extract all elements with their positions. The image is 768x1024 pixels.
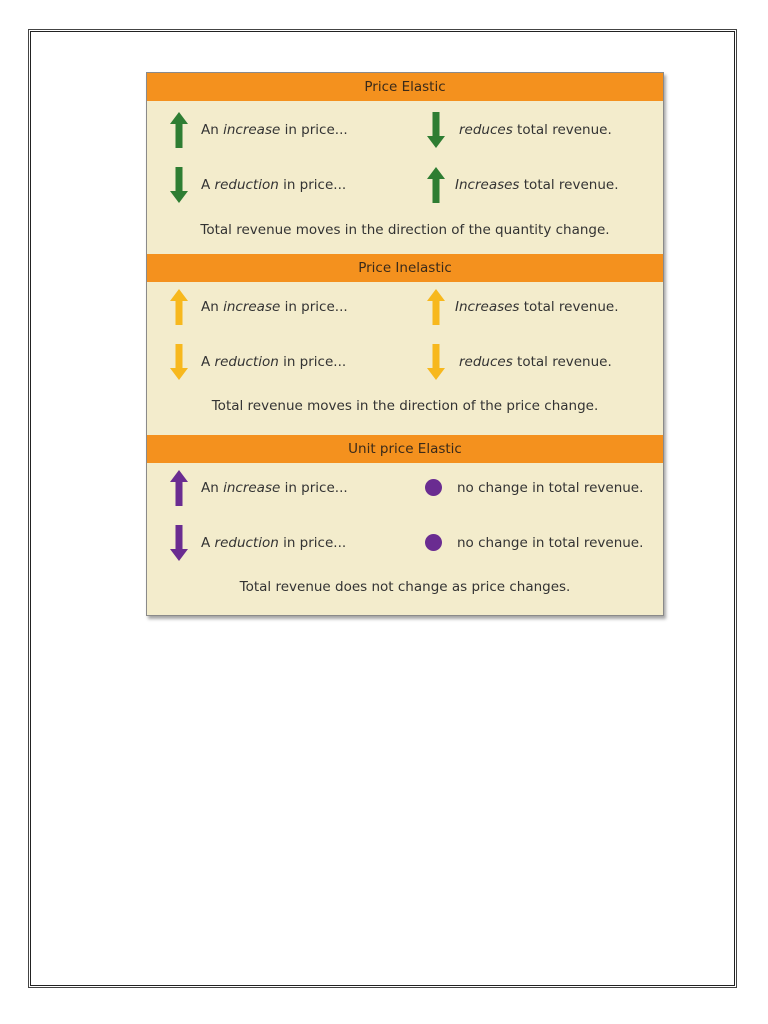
row-reduction — [147, 343, 663, 383]
row-right-text: no change in total revenue. — [457, 480, 644, 496]
row-increase — [147, 288, 663, 328]
row-left-text: A reduction in price... — [201, 535, 347, 551]
row-left-text: A reduction in price... — [201, 177, 347, 193]
arrow-up-icon — [426, 166, 446, 204]
row-left-text: An increase in price... — [201, 122, 348, 138]
row-right-text: no change in total revenue. — [457, 535, 644, 551]
section-header: Price Inelastic — [147, 254, 663, 282]
row-right-text: reduces total revenue. — [459, 354, 612, 370]
section-summary: Total revenue does not change as price changes. — [239, 579, 571, 595]
arrow-up-icon — [169, 288, 189, 326]
elasticity-revenue-figure — [146, 72, 664, 616]
arrow-down-icon — [169, 166, 189, 204]
arrow-up-icon — [426, 288, 446, 326]
arrow-down-icon — [426, 111, 446, 149]
section-summary: Total revenue moves in the direction of the quantity change. — [200, 222, 610, 238]
row-left-text: An increase in price... — [201, 299, 348, 315]
row-reduction — [147, 524, 663, 564]
arrow-up-icon — [169, 469, 189, 507]
section-summary: Total revenue moves in the direction of the price change. — [211, 398, 599, 414]
dot-icon — [425, 534, 442, 551]
row-right-text: Increases total revenue. — [455, 177, 619, 193]
section-header: Unit price Elastic — [147, 435, 663, 463]
row-reduction — [147, 166, 663, 206]
row-increase — [147, 111, 663, 151]
arrow-down-icon — [426, 343, 446, 381]
section-header: Price Elastic — [147, 73, 663, 101]
arrow-down-icon — [169, 343, 189, 381]
dot-icon — [425, 479, 442, 496]
row-left-text: An increase in price... — [201, 480, 348, 496]
arrow-down-icon — [169, 524, 189, 562]
row-left-text: A reduction in price... — [201, 354, 347, 370]
row-right-text: Increases total revenue. — [455, 299, 619, 315]
arrow-up-icon — [169, 111, 189, 149]
row-increase — [147, 469, 663, 509]
row-right-text: reduces total revenue. — [459, 122, 612, 138]
